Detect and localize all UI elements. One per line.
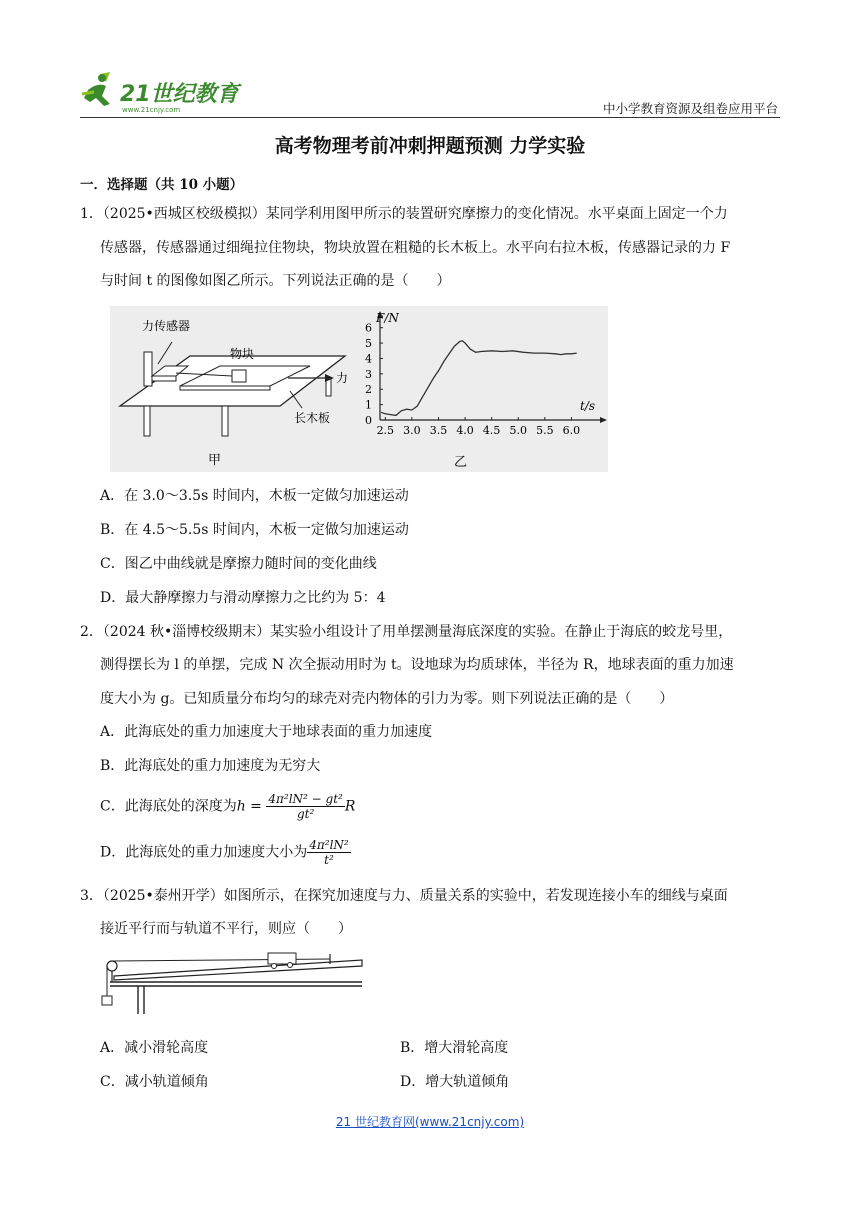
x-tick-label: 6.0 — [562, 424, 581, 437]
option-d — [100, 838, 351, 867]
question-line: 接近平行而与轨道不平行，则应（ ） — [100, 921, 352, 937]
denominator: gt² — [296, 807, 315, 821]
numerator: 4π²lN² − gt² — [268, 792, 343, 806]
option-b: B．此海底处的重力加速度为无穷大 — [100, 758, 321, 774]
y-tick-label: 2 — [365, 383, 372, 397]
option-a: A．此海底处的重力加速度大于地球表面的重力加速度 — [100, 724, 433, 740]
x-tick-label: 2.5 — [376, 424, 395, 437]
option-c-text: C．此海底处的深度为 — [100, 798, 237, 815]
question-line: 传感器，传感器通过细绳拉住物块，物块放置在粗糙的长木板上。水平向右拉木板，传感器记录的力 F — [100, 240, 731, 256]
question-line: 测得摆长为 l 的单摆，完成 N 次全振动用时为 t。设地球为均质球体，半径为 R，地球表面的重力加速 — [100, 657, 734, 673]
label-block: 物块 — [230, 347, 255, 361]
x-tick-label: 4.5 — [482, 424, 501, 437]
figure-cart-track — [100, 946, 370, 1014]
formula-fraction — [266, 792, 344, 821]
y-tick-label: 1 — [365, 398, 372, 412]
option-a: A．减小滑轮高度 — [100, 1040, 209, 1056]
option-a: A．在 3.0～3.5s 时间内，木板一定做匀加速运动 — [100, 488, 409, 504]
logo-icon — [80, 68, 250, 116]
option-c: C．减小轨道倾角 — [100, 1074, 209, 1090]
question-line: 与时间 t 的图像如图乙所示。下列说法正确的是（ ） — [100, 273, 451, 289]
label-sensor: 力传感器 — [142, 319, 191, 333]
logo-text: 21世纪教育 — [120, 82, 239, 107]
label-force: 力 — [336, 371, 349, 385]
option-b: B．在 4.5～5.5s 时间内，木板一定做匀加速运动 — [100, 522, 409, 538]
question-line: 3．（2025•泰州开学）如图所示，在探究加速度与力、质量关系的实验中，若发现连接小车的细线与桌面 — [80, 888, 728, 904]
header-divider — [80, 117, 780, 118]
x-tick-label: 3.5 — [429, 424, 448, 437]
y-tick-label: 3 — [365, 367, 372, 381]
question-line: 度大小为 g。已知质量分布均匀的球壳对壳内物体的引力为零。则下列说法正确的是（ ） — [100, 691, 674, 707]
numerator: 4π²lN² — [309, 838, 349, 852]
logo-url: www.21cnjy.com — [122, 106, 181, 114]
figure-caption: 乙 — [454, 455, 468, 470]
x-tick-label: 3.0 — [403, 424, 421, 437]
section-heading: 一．选择题（共 10 小题） — [80, 177, 244, 193]
y-tick-label: 0 — [365, 414, 372, 427]
option-c — [100, 792, 355, 821]
formula-tail: R — [344, 798, 356, 815]
option-d: D．最大静摩擦力与滑动摩擦力之比约为 5：4 — [100, 590, 386, 606]
option-c: C．图乙中曲线就是摩擦力随时间的变化曲线 — [100, 556, 377, 572]
x-axis-label: t/s — [580, 399, 596, 413]
footer-link[interactable]: 21 世纪教育网(www.21cnjy.com) — [335, 1115, 525, 1129]
chart-force-time — [350, 306, 608, 472]
platform-name: 中小学教育资源及组卷应用平台 — [602, 101, 778, 116]
y-tick-label: 5 — [365, 337, 372, 351]
x-tick-label: 5.0 — [509, 424, 527, 437]
option-d-text: D．此海底处的重力加速度大小为 — [100, 844, 308, 861]
option-d: D．增大轨道倾角 — [400, 1074, 510, 1090]
x-tick-label: 5.5 — [536, 424, 554, 437]
formula-fraction — [307, 838, 350, 867]
label-board: 长木板 — [294, 411, 331, 425]
y-tick-label: 6 — [365, 321, 372, 335]
x-tick-label: 4.0 — [456, 424, 474, 437]
denominator: t² — [324, 853, 334, 867]
formula-lhs: h = — [236, 798, 262, 815]
figure-friction-apparatus — [110, 306, 350, 472]
y-axis-label: F/N — [376, 311, 399, 325]
y-tick-label: 4 — [365, 352, 372, 366]
figure-caption: 甲 — [208, 453, 222, 468]
question-line: 2．（2024 秋•淄博校级期末）某实验小组设计了用单摆测量海底深度的实验。在静止于海底的蛟龙号里， — [80, 624, 733, 640]
question-line: 1．（2025•西城区校级模拟）某同学利用图甲所示的装置研究摩擦力的变化情况。水平桌面上固定一个力 — [80, 206, 728, 222]
option-b: B．增大滑轮高度 — [400, 1040, 509, 1056]
page-title: 高考物理考前冲刺押题预测 力学实验 — [274, 135, 586, 157]
